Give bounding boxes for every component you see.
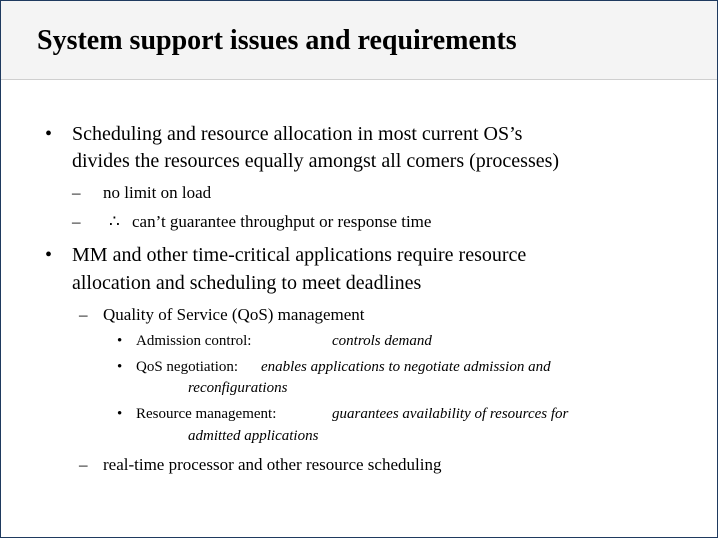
therefore-symbol: ∴	[109, 212, 120, 231]
bullet-text-line: Scheduling and resource allocation in most current OS’s	[72, 123, 523, 145]
item-marker: •	[117, 333, 123, 349]
bullet-text-line: divides the resources equally amongst all comers (processes)	[72, 150, 560, 172]
slide-title: System support issues and requirements	[37, 25, 517, 56]
sub-bullet-text: can’t guarantee throughput or response time	[132, 212, 432, 231]
item-description: controls demand	[332, 333, 432, 349]
bullet-text-line: allocation and scheduling to meet deadlines	[72, 272, 422, 294]
bullet-marker: •	[45, 244, 53, 266]
sub-bullet-marker: –	[79, 305, 88, 324]
item-label: Admission control:	[136, 333, 252, 349]
bullet-marker: •	[45, 123, 53, 145]
item-label: QoS negotiation:	[136, 359, 239, 375]
sub-bullet-text: Quality of Service (QoS) management	[103, 305, 365, 324]
sub-bullet-text: real-time processor and other resource scheduling	[103, 455, 442, 474]
sub-bullet-text: no limit on load	[103, 183, 212, 202]
item-description: enables applications to negotiate admission and	[261, 359, 551, 375]
sub-bullet-marker: –	[72, 183, 81, 202]
item-description: guarantees availability of resources for	[332, 406, 569, 422]
item-description-cont: admitted applications	[188, 428, 319, 444]
sub-bullet-marker: –	[72, 212, 81, 231]
item-description-cont: reconfigurations	[188, 380, 288, 396]
item-marker: •	[117, 406, 123, 422]
bullet-text-line: MM and other time-critical applications require resource	[72, 244, 527, 266]
sub-bullet-marker: –	[79, 455, 88, 474]
item-marker: •	[117, 359, 123, 375]
item-label: Resource management:	[136, 406, 277, 422]
